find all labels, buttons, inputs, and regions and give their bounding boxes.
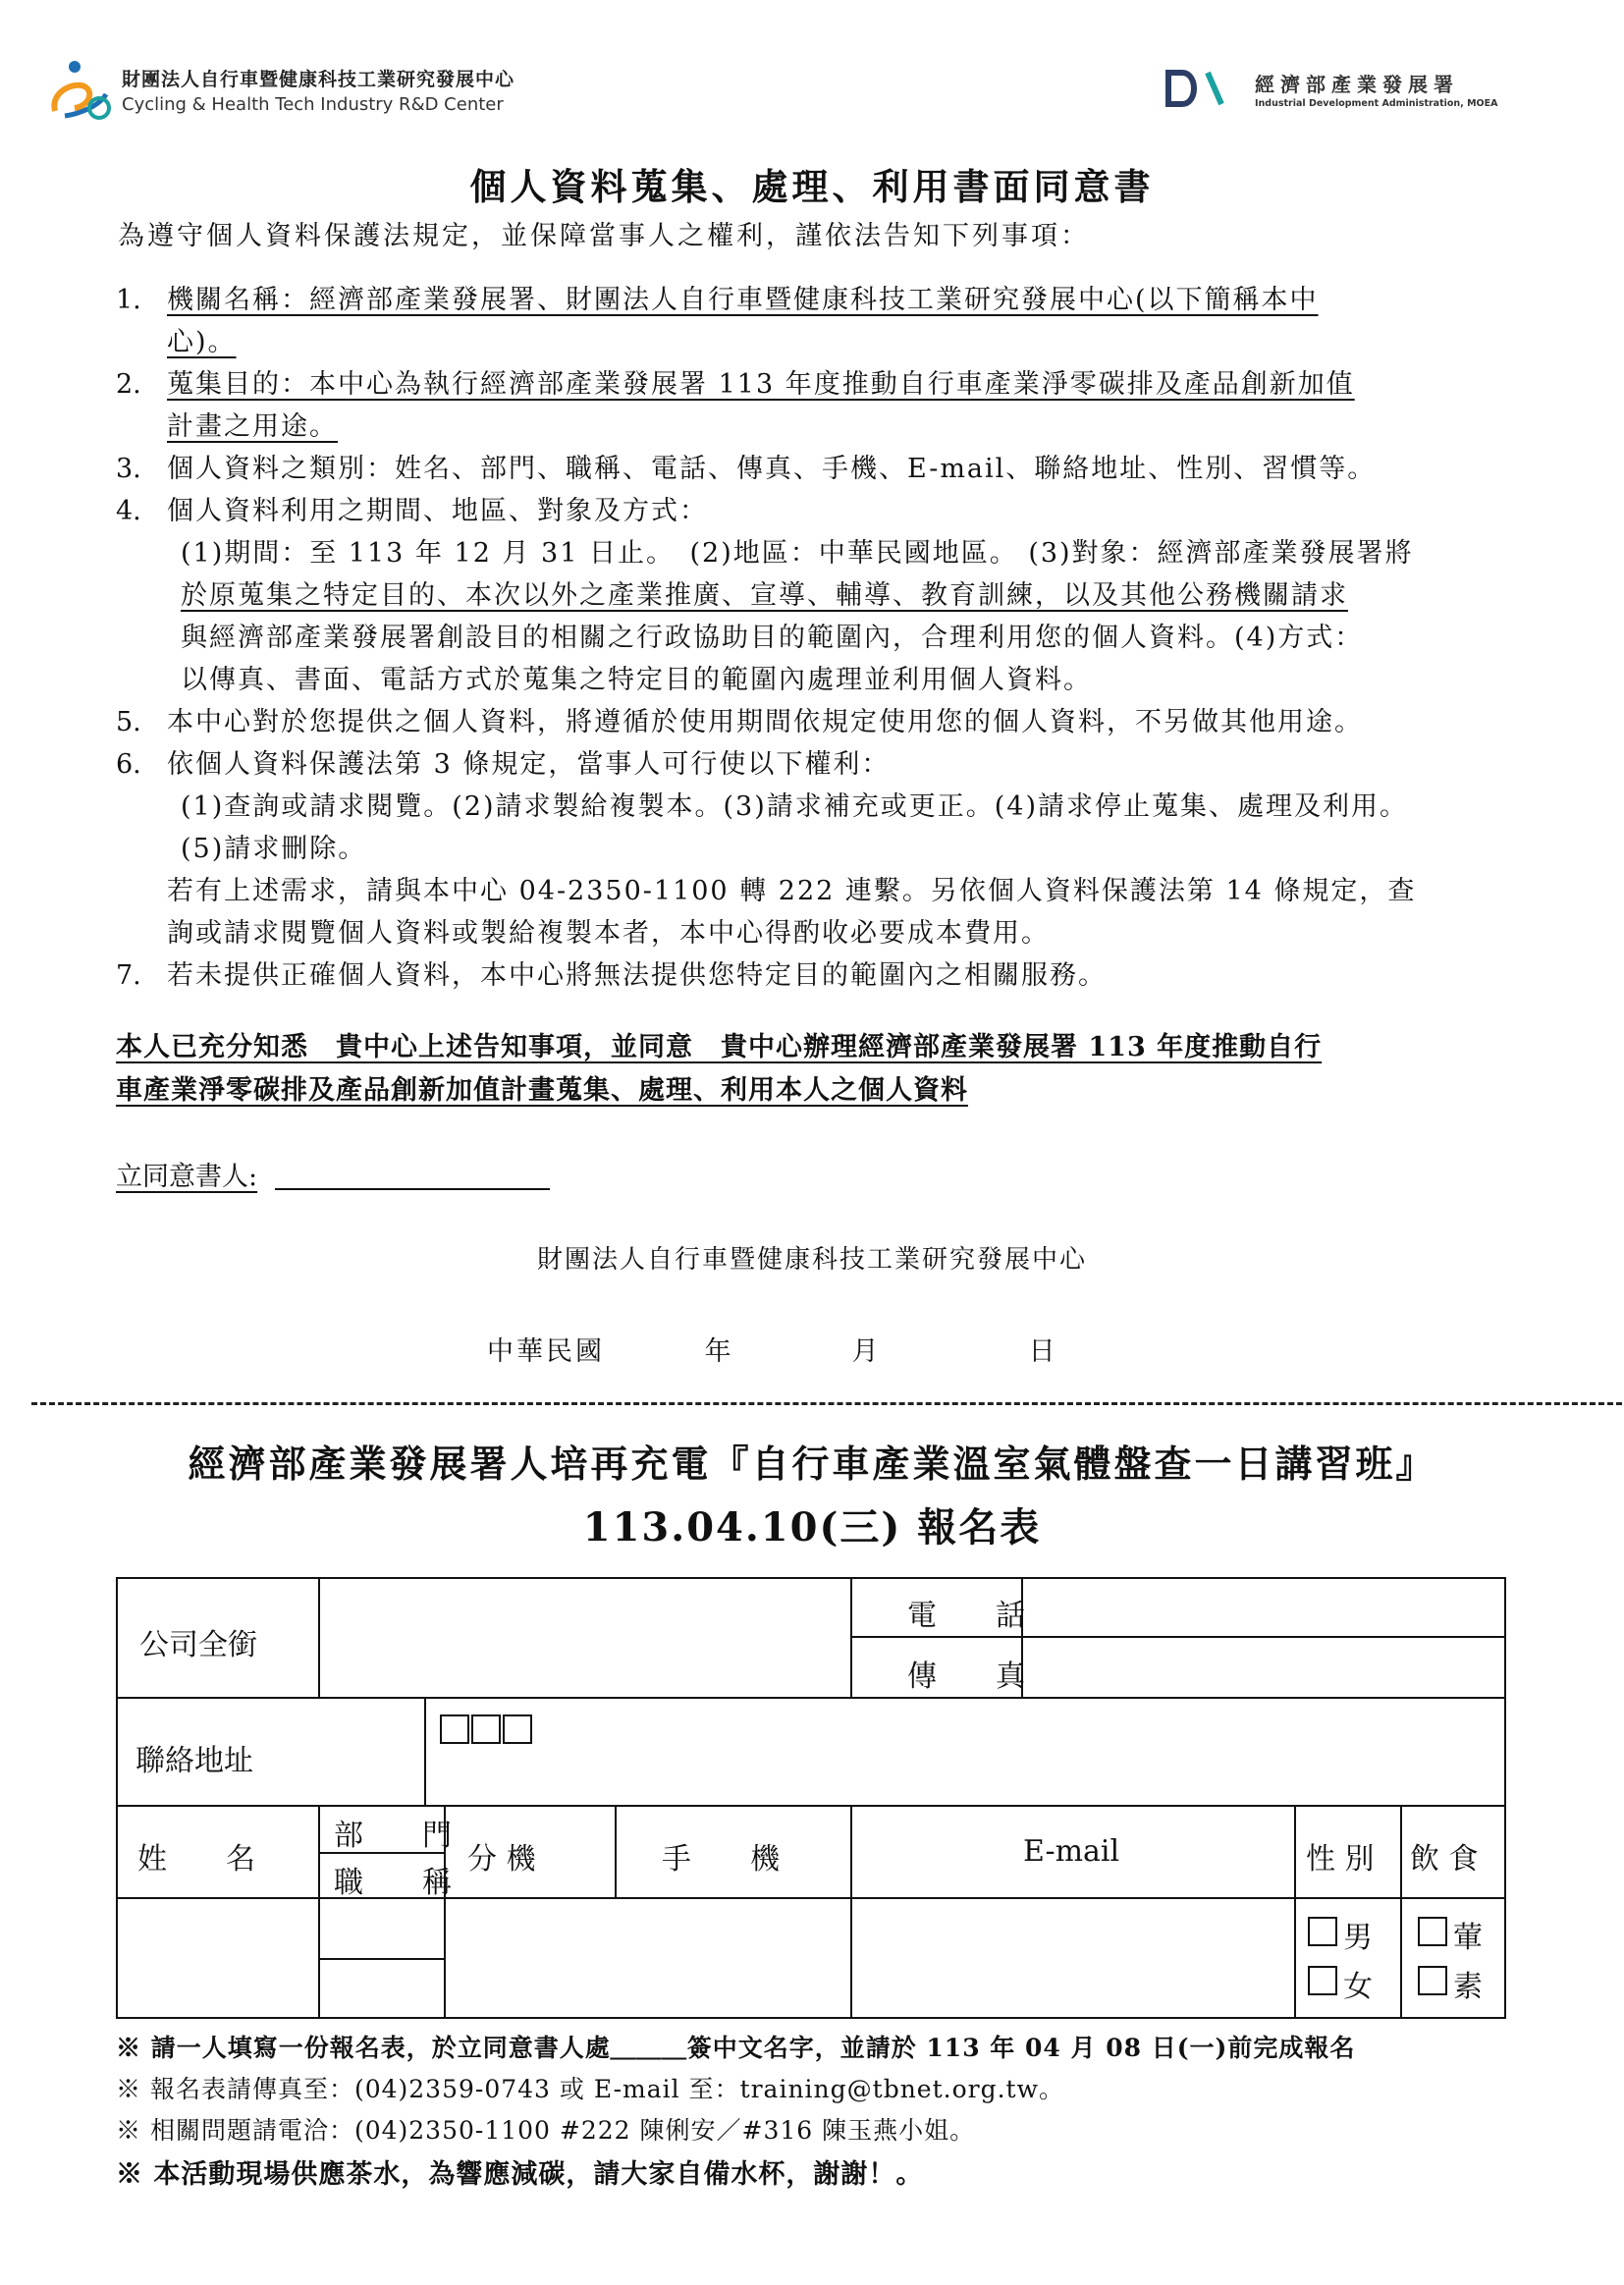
name-label: 姓 名 xyxy=(137,1842,255,1877)
female-label: 女 xyxy=(1343,1970,1373,2004)
signature-line[interactable] xyxy=(275,1188,550,1190)
company-input[interactable] xyxy=(320,1579,848,1695)
item-4-sub-1: (1)期間：至 113 年 12 月 31 日止。 (2)地區：中華民國地區。 (3)對象：經濟部產業發展署將 xyxy=(181,538,1414,569)
item-1-line-1: 機關名稱：經濟部產業發展署、財團法人自行車暨健康科技工業研究發展中心(以下簡稱本中 xyxy=(167,285,1319,315)
ida-name-cn: 經濟部產業發展署 xyxy=(1255,73,1459,96)
item-number: 3. xyxy=(116,454,141,484)
extension-label: 分 機 xyxy=(467,1842,536,1877)
note-1: ※ 請一人填寫一份報名表，於立同意書人處＿＿＿簽中文名字，並請於 113 年 04 月 08 日(一)前完成報名 xyxy=(116,2034,1356,2062)
item-number: 5. xyxy=(116,707,141,737)
center-name: 財團法人自行車暨健康科技工業研究發展中心 xyxy=(536,1245,1087,1275)
male-checkbox[interactable] xyxy=(1308,1917,1337,1946)
item-5-line-1: 本中心對於您提供之個人資料，將遵循於使用期間依規定使用您的個人資料，不另做其他用途。 xyxy=(167,707,1363,737)
ida-name-en: Industrial Development Administration, MOEA xyxy=(1255,98,1498,109)
note-3: ※ 相關問題請電洽：(04)2350-1100 #222 陳俐安／#316 陳玉燕小姐。 xyxy=(116,2116,976,2145)
company-label: 公司全銜 xyxy=(139,1628,257,1662)
item-6-line-1: 依個人資料保護法第 3 條規定，當事人可行使以下權利： xyxy=(167,749,891,780)
item-6-contact-2: 詢或請求閱覽個人資料或製給複製本者，本中心得酌收必要成本費用。 xyxy=(167,918,1050,949)
logo-swoosh-orange xyxy=(54,85,89,111)
date-line: 中華民國 年 月 日 xyxy=(487,1336,1058,1367)
item-number: 6. xyxy=(116,749,141,780)
department-label: 部 門 xyxy=(334,1819,452,1853)
vegetarian-checkbox[interactable] xyxy=(1418,1966,1447,1995)
item-6-sub-2: (5)請求刪除。 xyxy=(181,834,367,864)
item-4-sub-4: 以傳真、書面、電話方式於蒐集之特定目的範圍內處理並利用個人資料。 xyxy=(181,665,1092,695)
item-3-line-1: 個人資料之類別：姓名、部門、職稱、電話、傳真、手機、E-mail、聯絡地址、性別、習慣等。 xyxy=(167,454,1377,484)
item-2-line-2: 計畫之用途。 xyxy=(167,411,338,442)
diet-label: 飲 食 xyxy=(1410,1842,1479,1877)
vegetarian-label: 素 xyxy=(1453,1970,1483,2004)
note-4: ※ 本活動現場供應茶水，為響應減碳，請大家自備水杯，謝謝！。 xyxy=(116,2159,924,2190)
email-input[interactable] xyxy=(852,1899,1292,2015)
consent-intro: 為遵守個人資料保護法規定，並保障當事人之權利，謹依法告知下列事項： xyxy=(118,221,1090,251)
item-6-sub-1: (1)查詢或請求閱覽。(2)請求製給複製本。(3)請求補充或更正。(4)請求停止蒐集、處理及利用。 xyxy=(181,791,1408,822)
phone-label: 電 話 xyxy=(907,1599,1025,1633)
note-2: ※ 報名表請傳真至：(04)2359-0743 或 E-mail 至：training@tbnet.org.tw。 xyxy=(116,2075,1064,2103)
email-label: E-mail xyxy=(1023,1834,1120,1869)
item-7-line-1: 若未提供正確個人資料，本中心將無法提供您特定目的範圍內之相關服務。 xyxy=(167,960,1107,991)
item-number: 2. xyxy=(116,369,141,400)
job-title-input[interactable] xyxy=(320,1960,442,2015)
ida-logo xyxy=(1164,69,1243,108)
job-title-label: 職 稱 xyxy=(334,1866,452,1900)
registration-title: 經濟部產業發展署人培再充電『自行車產業溫室氣體盤查一日講習班』 xyxy=(188,1442,1436,1486)
address-input[interactable] xyxy=(426,1699,1504,1803)
org-name-cn: 財團法人自行車暨健康科技工業研究發展中心 xyxy=(122,69,515,90)
item-6-contact-1: 若有上述需求，請與本中心 04-2350-1100 轉 222 連繫。另依個人資料保護法第 14 條規定，查 xyxy=(167,876,1417,906)
gender-label: 性 別 xyxy=(1306,1842,1375,1877)
fax-input[interactable] xyxy=(1023,1638,1502,1695)
mobile-label: 手 機 xyxy=(662,1842,780,1877)
registration-form-table xyxy=(116,1577,1506,2019)
cycling-center-logo xyxy=(45,57,114,126)
meat-checkbox[interactable] xyxy=(1418,1917,1447,1946)
agreement-line-2: 車產業淨零碳排及產品創新加值計畫蒐集、處理、利用本人之個人資料 xyxy=(116,1075,968,1106)
logo-head-dot xyxy=(69,61,81,73)
meat-label: 葷 xyxy=(1453,1921,1483,1955)
name-input[interactable] xyxy=(118,1899,316,2015)
item-number: 7. xyxy=(116,960,141,991)
department-input[interactable] xyxy=(320,1899,442,1956)
phone-input[interactable] xyxy=(1023,1579,1502,1634)
agreement-line-1: 本人已充分知悉 貴中心上述告知事項，並同意 貴中心辦理經濟部產業發展署 113 年度推動自行 xyxy=(116,1032,1323,1062)
item-2-line-1: 蒐集目的：本中心為執行經濟部產業發展署 113 年度推動自行車產業淨零碳排及產品創新加值 xyxy=(167,369,1355,400)
cut-line xyxy=(31,1402,1622,1405)
org-name-en: Cycling & Health Tech Industry R&D Center xyxy=(122,94,504,115)
item-4-line-1: 個人資料利用之期間、地區、對象及方式： xyxy=(167,496,708,526)
address-label: 聯絡地址 xyxy=(135,1744,253,1778)
registration-subtitle: 113.04.10(三) 報名表 xyxy=(582,1504,1042,1551)
item-1-line-2: 心)。 xyxy=(167,327,237,357)
extension-mobile-input[interactable] xyxy=(446,1899,848,2015)
signer-label: 立同意書人: xyxy=(116,1162,258,1192)
male-label: 男 xyxy=(1343,1921,1373,1955)
fax-label: 傳 真 xyxy=(907,1659,1025,1694)
female-checkbox[interactable] xyxy=(1308,1966,1337,1995)
item-4-sub-3: 與經濟部產業發展署創設目的相關之行政協助目的範圍內，合理利用您的個人資料。(4)方式： xyxy=(181,623,1364,653)
consent-title: 個人資料蒐集、處理、利用書面同意書 xyxy=(469,165,1155,208)
item-number: 1. xyxy=(116,285,141,315)
item-4-sub-2: 於原蒐集之特定目的、本次以外之產業推廣、宣導、輔導、教育訓練，以及其他公務機關請求 xyxy=(181,580,1348,611)
item-number: 4. xyxy=(116,496,141,526)
